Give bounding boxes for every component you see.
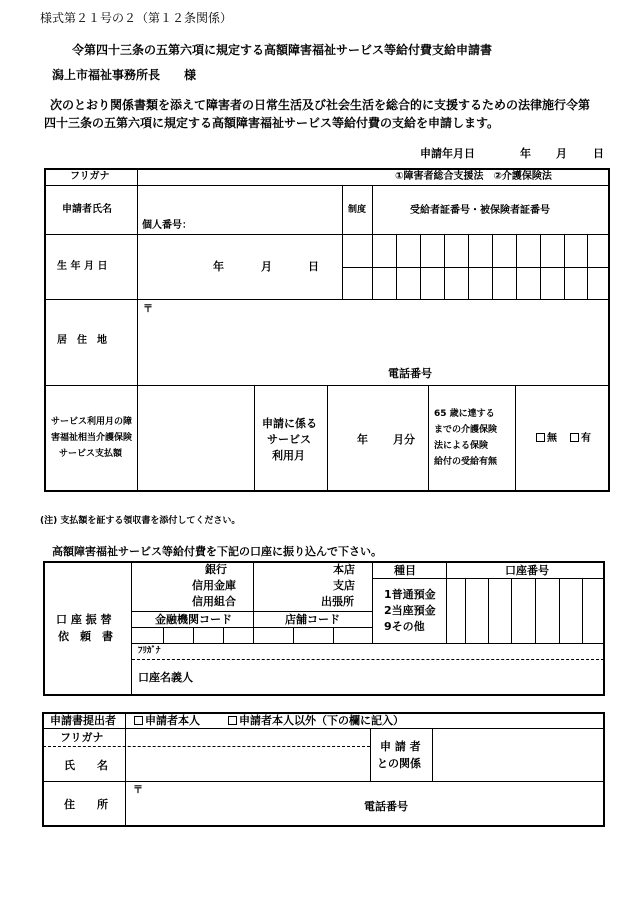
age65-label-3: 法による保険 [434,441,489,451]
submitter-furigana-label: フリガナ [60,731,104,744]
date-label: 申請年月日 [420,147,475,160]
phone-label: 電話番号 [388,367,432,380]
submitter-postal-mark: 〒 [133,785,143,796]
service-amount-label-2: 害福祉相当介護保険 [51,433,133,443]
bank-code-label: 金融機関コード [155,613,232,626]
usage-year: 年 [357,433,368,446]
individual-number-label: 個人番号： [142,220,192,231]
relation-label-1: 申 請 者 [380,740,421,753]
submitter-label: 申請書提出者 [50,714,116,727]
service-amount-label-3: サービス支払額 [59,449,123,459]
service-month-label-2: サービス [267,433,311,446]
note: (注) 支払額を証する領収書を添付してください。 [40,516,241,526]
recipient-number-label: 受給者証番号・被保険者証番号 [410,205,550,216]
bank-type-shinkin: 信用金庫 [192,579,236,592]
branch-type-sub: 出張所 [321,595,354,608]
holder-furigana-label: ﾌﾘｶﾞﾅ [138,646,161,656]
birth-day: 日 [308,260,319,273]
submitter-self-option[interactable]: 申請者本人 [134,715,200,726]
intro-line-1: 次のとおり関係書類を添えて障害者の日常生活及び社会生活を総合的に支援するための法律施行令第 [50,98,591,112]
date-day: 日 [593,147,604,160]
postal-mark: 〒 [143,304,153,315]
submitter-table [42,712,605,827]
branch-type-branch: 支店 [333,579,355,592]
bank-transfer-label-1: 口 座 振 替 [56,613,112,626]
age65-label-4: 給付の受給有無 [434,457,498,467]
kind-option-2: 2当座預金 [384,604,436,617]
furigana-label: フリガナ [70,171,110,182]
self-checkbox[interactable] [134,716,143,725]
birth-year: 年 [213,260,224,273]
kind-option-3: 9その他 [384,620,425,633]
date-year: 年 [520,147,531,160]
age65-label-1: 65 歳に達する [434,409,495,419]
bank-transfer-label-2: 依 頼 書 [58,630,113,643]
submitter-phone-label: 電話番号 [364,800,408,813]
age65-label-2: までの介護保険 [434,425,498,435]
birthdate-label: 生 年 月 日 [57,261,108,272]
bank-type-bank: 銀行 [205,563,227,576]
addressee: 潟上市福祉事務所長 様 [52,68,197,82]
kind-option-1: 1普通預金 [384,588,436,601]
service-month-label-3: 利用月 [272,449,305,462]
bank-type-kumiai: 信用組合 [192,595,236,608]
has-option[interactable]: 有 [570,433,591,444]
other-checkbox[interactable] [228,716,237,725]
account-number-label: 口座番号 [505,564,549,577]
intro-line-2: 四十三条の五第六項に規定する高額障害福祉サービス等給付費の支給を申請します。 [44,116,500,130]
system-label: 制度 [348,205,367,215]
address-label: 居 住 地 [57,335,107,346]
account-holder-label: 口座名義人 [138,671,193,684]
service-amount-label-1: サービス利用月の障 [51,417,133,427]
submitter-name-label: 氏 名 [64,759,108,772]
branch-type-head: 本店 [333,563,355,576]
usage-month: 月分 [393,433,415,446]
birth-month: 月 [261,260,272,273]
none-checkbox[interactable] [536,433,545,442]
kind-label: 種目 [394,564,416,577]
form-number: 様式第２１号の２（第１２条関係） [40,11,233,25]
insurance-types: ①障害者総合支援法 ②介護保険法 [395,171,552,182]
service-month-label-1: 申請に係る [262,417,317,430]
has-checkbox[interactable] [570,433,579,442]
bank-table [43,561,605,696]
relation-label-2: との関係 [377,757,421,770]
form-title: 令第四十三条の五第六項に規定する高額障害福祉サービス等給付費支給申請書 [72,43,493,57]
submitter-other-option[interactable]: 申請者本人以外（下の欄に記入） [228,715,404,726]
date-month: 月 [556,147,567,160]
none-option[interactable]: 無 [536,433,557,444]
submitter-address-label: 住 所 [64,798,108,811]
bank-intro: 高額障害福祉サービス等給付費を下記の口座に振り込んで下さい。 [52,545,382,558]
branch-code-label: 店舗コード [285,613,340,626]
applicant-name-label: 申請者氏名 [62,204,112,215]
